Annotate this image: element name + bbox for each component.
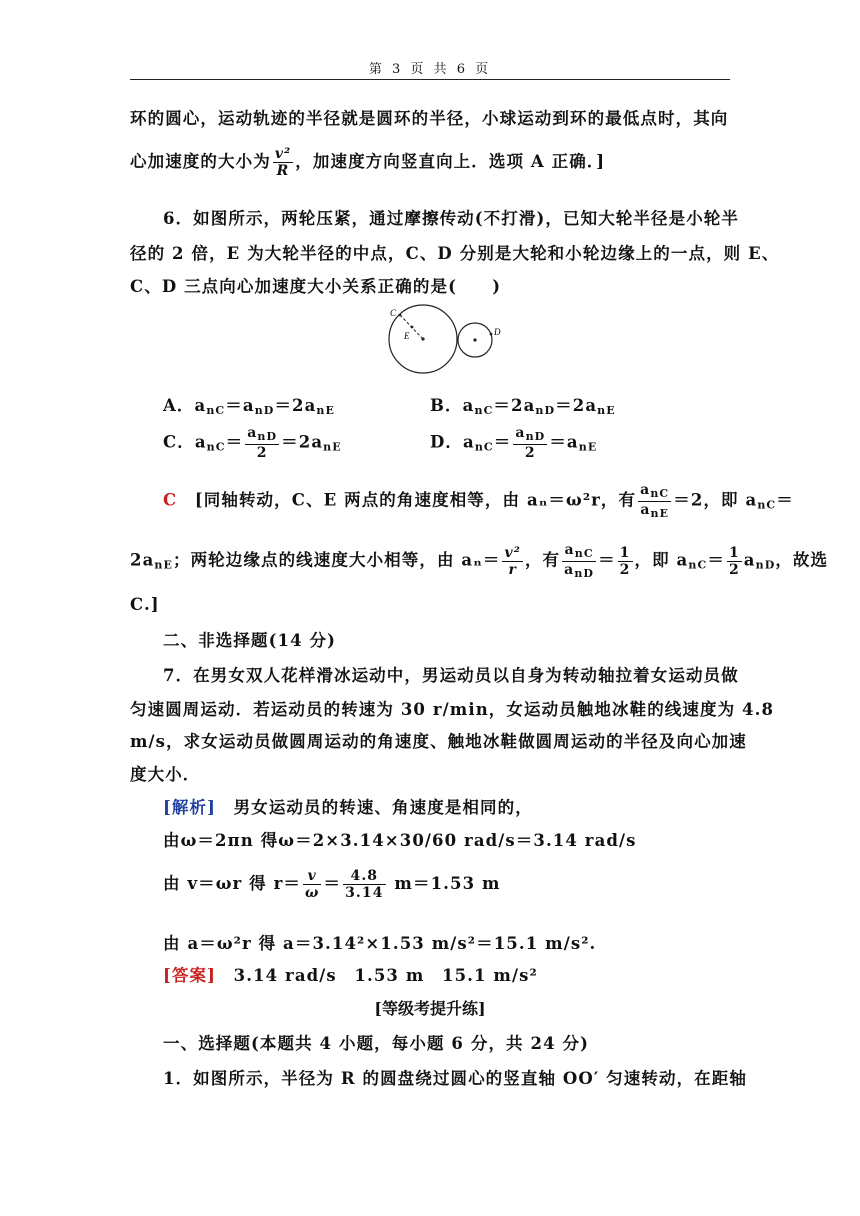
option-d: D．$a_{nC}=$ $\frac{a_{nD}}{2}$ $=a_{nE}$ bbox=[430, 425, 598, 461]
text-span: a bbox=[743, 550, 756, 570]
option-c: C．$a_{nC}=$ $\frac{a_{nD}}{2}$ $=2a_{nE}$ bbox=[163, 425, 342, 461]
fraction bbox=[343, 868, 386, 901]
solution-line: 由ω＝2πn 得ω＝2×3.14×30/60 rad/s＝3.14 rad/s bbox=[163, 831, 637, 850]
question-6-line: C、D 三点向心加速度大小关系正确的是( ) bbox=[130, 277, 502, 296]
answer-line bbox=[163, 962, 538, 986]
text-span: 男女运动员的转速、角速度是相同的， bbox=[233, 798, 533, 817]
solution-line bbox=[163, 868, 501, 901]
option-a: A．$a_{nC}=a_{nD}=2a_{nE}$ bbox=[163, 396, 336, 417]
small-center bbox=[473, 338, 476, 341]
text-span: ，即 a bbox=[634, 550, 689, 570]
fraction: $\frac{a_{nC}}{a_{nE}}$ bbox=[640, 482, 670, 520]
question-7-line: m/s，求女运动员做圆周运动的角速度、触地冰鞋做圆周运动的半径及向心加速 bbox=[130, 732, 747, 751]
fraction bbox=[273, 146, 293, 179]
answer-tag: [答案] bbox=[163, 966, 217, 985]
fraction: $\frac{a_{nD}}{2}$ bbox=[247, 425, 278, 461]
level-title: [等级考提升练] bbox=[374, 999, 486, 1018]
fraction: $\frac{1}{2}$ bbox=[728, 544, 740, 578]
text-span: ＝2，即 a bbox=[673, 490, 758, 510]
label-d: D bbox=[494, 327, 501, 337]
answer-6-line: C [同轴转动，C、E 两点的角速度相等，由 aₙ＝ω²r，有 $\frac{a_{nC}}{a_{nE}}$ ＝2，即 $a_{nC}=$ bbox=[163, 482, 794, 520]
option-label: D． bbox=[430, 432, 464, 452]
text-span: ，加速度方向竖直向上．选项 A 正确．] bbox=[295, 152, 606, 172]
solution-line: 由 a＝ω²r 得 a＝3.14²×1.53 m/s²＝15.1 m/s². bbox=[163, 934, 597, 953]
text-span: ＝ bbox=[323, 874, 342, 894]
point-e bbox=[411, 326, 414, 329]
question-6-line: 径的 2 倍，E 为大轮半径的中点，C、D 分别是大轮和小轮边缘上的一点，则 E、 bbox=[130, 244, 780, 263]
fraction: $\frac{1}{2}$ bbox=[619, 544, 631, 578]
answer-letter: C bbox=[163, 490, 178, 510]
wheels-diagram bbox=[386, 302, 516, 374]
text-span: ＝ bbox=[776, 490, 794, 510]
question-7-line: 7．在男女双人花样滑冰运动中，男运动员以自身为转动轴拉着女运动员做 bbox=[163, 666, 739, 685]
fraction-numerator: v bbox=[303, 868, 321, 885]
answer-6-line: $2a_{nE}$；两轮边缘点的线速度大小相等，由 aₙ＝ $\frac{\text{v²}}{r}$ ，有 $\frac{a_{nC}}{a_{nD}}$ ＝ $\frac{1}{2}$ ，即 $a_{nC}=$ $\frac{1}{2}$ $a_{nD}$，故选 bbox=[130, 542, 829, 580]
text-span: ＝ bbox=[598, 550, 616, 570]
solution-tag: [解析] bbox=[163, 798, 217, 817]
text-span: [同轴转动，C、E 两点的角速度相等，由 aₙ＝ω²r，有 bbox=[194, 490, 637, 510]
text-span: ；两轮边缘点的线速度大小相等，由 aₙ＝ bbox=[172, 550, 501, 570]
question-1-line: 1．如图所示，半径为 R 的圆盘绕过圆心的竖直轴 OO′ 匀速转动，在距轴 bbox=[163, 1069, 747, 1088]
question-7-line: 度大小． bbox=[130, 765, 201, 784]
text-span: 由 v＝ωr 得 r＝ bbox=[163, 874, 302, 894]
text-span: ，故选 bbox=[775, 550, 829, 570]
solution-line bbox=[163, 794, 533, 818]
option-b: B．$a_{nC}=2a_{nD}=2a_{nE}$ bbox=[430, 396, 616, 417]
fraction: $\frac{a_{nD}}{2}$ bbox=[515, 425, 546, 461]
text-span: m＝1.53 m bbox=[387, 874, 501, 894]
text-span: ＝ bbox=[707, 550, 725, 570]
text-span: 3.14 rad/s 1.53 m 15.1 m/s² bbox=[233, 966, 538, 985]
fraction-denominator: 3.14 bbox=[345, 885, 384, 902]
text-span: ，有 bbox=[524, 550, 561, 570]
fraction: $\frac{\text{v²}}{r}$ bbox=[504, 544, 521, 578]
header-rule bbox=[130, 79, 730, 80]
page-header: 第 3 页 共 6 页 bbox=[368, 62, 492, 77]
label-c: C bbox=[390, 308, 397, 318]
fraction-denominator: ω bbox=[305, 885, 320, 902]
point-d bbox=[490, 333, 493, 336]
section-title: 一、选择题(本题共 4 小题，每小题 6 分，共 24 分) bbox=[163, 1034, 590, 1053]
point-c bbox=[399, 314, 402, 317]
text-span: 心加速度的大小为 bbox=[130, 152, 271, 172]
option-label: B． bbox=[430, 396, 463, 415]
fraction: $\frac{a_{nC}}{a_{nD}}$ bbox=[564, 542, 595, 580]
text-line bbox=[130, 146, 605, 179]
large-center bbox=[421, 337, 424, 340]
label-e: E bbox=[404, 331, 410, 341]
section-title: 二、非选择题(14 分) bbox=[163, 631, 337, 650]
option-label: C． bbox=[163, 432, 195, 452]
text-span: 2a bbox=[130, 550, 155, 570]
answer-6-line: C.] bbox=[130, 595, 160, 614]
fraction-denominator: R bbox=[276, 163, 290, 180]
fraction-numerator: v² bbox=[274, 146, 292, 162]
two-wheels-figure bbox=[386, 302, 516, 378]
question-6-line: 6．如图所示，两轮压紧，通过摩擦传动(不打滑)，已知大轮半径是小轮半 bbox=[163, 209, 739, 228]
fraction bbox=[303, 868, 321, 901]
text-line: 环的圆心，运动轨迹的半径就是圆环的半径，小球运动到环的最低点时，其向 bbox=[130, 109, 729, 128]
fraction-numerator: 4.8 bbox=[343, 868, 386, 885]
option-label: A． bbox=[163, 396, 195, 415]
question-7-line: 匀速圆周运动．若运动员的转速为 30 r/min，女运动员触地冰鞋的线速度为 4.8 bbox=[130, 700, 775, 719]
